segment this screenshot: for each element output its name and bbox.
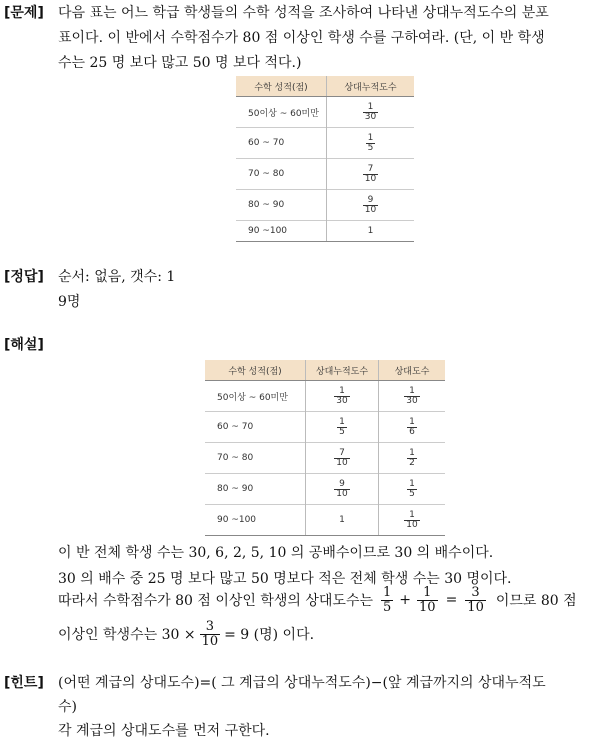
cumulative-frequency-table (236, 76, 414, 242)
range-cell: 50이상 ~ 60미만 (236, 97, 327, 128)
solution-line-2: 30 의 배수 중 25 명 보다 많고 50 명보다 적은 전체 학생 수는 30 명이다. (58, 571, 512, 587)
table-header-cumulative: 상대누적도수 (306, 360, 379, 381)
problem-line-1: 다음 표는 어느 학급 학생들의 수학 성적을 조사하여 나타낸 상대누적도수의 분포 (58, 5, 549, 21)
table-row (205, 381, 445, 412)
solution-line-4-tail: = 9 (명) 이다. (224, 627, 315, 644)
solution-line-4 (58, 620, 314, 648)
range-cell: 50이상 ~ 60미만 (205, 381, 306, 412)
cumulative-value: 1 (306, 505, 379, 536)
solution-line-4-text: 이상인 학생수는 30 × (58, 627, 196, 644)
table-header-relative: 상대도수 (379, 360, 446, 381)
problem-tag: [문제] (4, 5, 44, 21)
table-header-cumulative: 상대누적도수 (327, 76, 415, 97)
answer-tag: [정답] (4, 269, 44, 285)
solution-tag: [해설] (4, 337, 44, 353)
cumulative-fraction: $\frac{7}{10}$ (336, 447, 348, 468)
solution-line-3-text: 따라서 수학점수가 80 점 이상인 학생의 상대도수는 (58, 593, 373, 610)
cumulative-fraction: $\frac{1}{5}$ (339, 416, 345, 437)
cumulative-fraction: $\frac{1}{5}$ (367, 132, 374, 153)
relative-fraction: $\frac{1}{30}$ (406, 385, 418, 406)
range-cell: 70 ~ 80 (236, 159, 327, 190)
range-cell: 70 ~ 80 (205, 443, 306, 474)
solution-line-1: 이 반 전체 학생 수는 30, 6, 2, 5, 10 의 공배수이므로 30 의 배수이다. (58, 545, 494, 561)
cumulative-fraction: $\frac{9}{10}$ (336, 478, 348, 499)
hint-tag: [힌트] (4, 675, 44, 691)
table-row (236, 159, 414, 190)
table-row (205, 443, 445, 474)
fraction-one-fifth: 1 5 (383, 585, 392, 615)
table-header-score: 수학 성적(점) (236, 76, 327, 97)
table-row (236, 97, 414, 128)
range-cell: 90 ~100 (205, 505, 306, 536)
problem-line-2: 표이다. 이 반에서 수학점수가 80 점 이상인 학생 수를 구하여라. (단, 이 반 학생 (58, 30, 545, 46)
table-row (205, 412, 445, 443)
hint-line-3: 각 계급의 상대도수를 먼저 구한다. (58, 723, 270, 739)
cumulative-fraction: $\frac{7}{10}$ (364, 163, 377, 184)
range-cell: 60 ~ 70 (236, 128, 327, 159)
relative-frequency-table (205, 360, 445, 536)
table-row (236, 221, 414, 242)
table-row (236, 190, 414, 221)
answer-line-1: 순서: 없음, 갯수: 1 (58, 269, 176, 285)
cumulative-value: 1 (327, 221, 415, 242)
fraction-three-tenths: $\frac{3}{10}$ (201, 619, 219, 649)
solution-line-3 (58, 586, 577, 614)
table-row (205, 505, 445, 536)
hint-line-1: (어떤 계급의 상대도수)=( 그 계급의 상대누적도수)−(앞 계급까지의 상대누적도 (58, 675, 546, 691)
answer-line-2: 9명 (58, 294, 81, 310)
hint-line-2: 수) (58, 699, 77, 715)
relative-fraction: $\frac{1}{2}$ (409, 447, 415, 468)
cumulative-fraction: $\frac{9}{10}$ (364, 194, 377, 215)
table-header-score: 수학 성적(점) (205, 360, 306, 381)
plus-sign: + (399, 592, 412, 609)
solution-line-3-tail: 이므로 80 점 (495, 593, 577, 610)
range-cell: 80 ~ 90 (236, 190, 327, 221)
table-row (236, 128, 414, 159)
relative-fraction: $\frac{1}{5}$ (409, 478, 415, 499)
range-cell: 90 ~100 (236, 221, 327, 242)
fraction-one-tenth: $\frac{1}{10}$ (419, 585, 436, 615)
range-cell: 80 ~ 90 (205, 474, 306, 505)
relative-fraction: $\frac{1}{6}$ (409, 416, 415, 437)
fraction-three-tenths: $\frac{3}{10}$ (467, 585, 484, 615)
relative-fraction: $\frac{1}{10}$ (406, 509, 418, 530)
equals-sign: = (445, 592, 458, 609)
cumulative-fraction: $\frac{1}{30}$ (364, 101, 377, 122)
problem-line-3: 수는 25 명 보다 많고 50 명 보다 적다.) (58, 55, 302, 71)
table-row (205, 474, 445, 505)
range-cell: 60 ~ 70 (205, 412, 306, 443)
cumulative-fraction: $\frac{1}{30}$ (336, 385, 348, 406)
